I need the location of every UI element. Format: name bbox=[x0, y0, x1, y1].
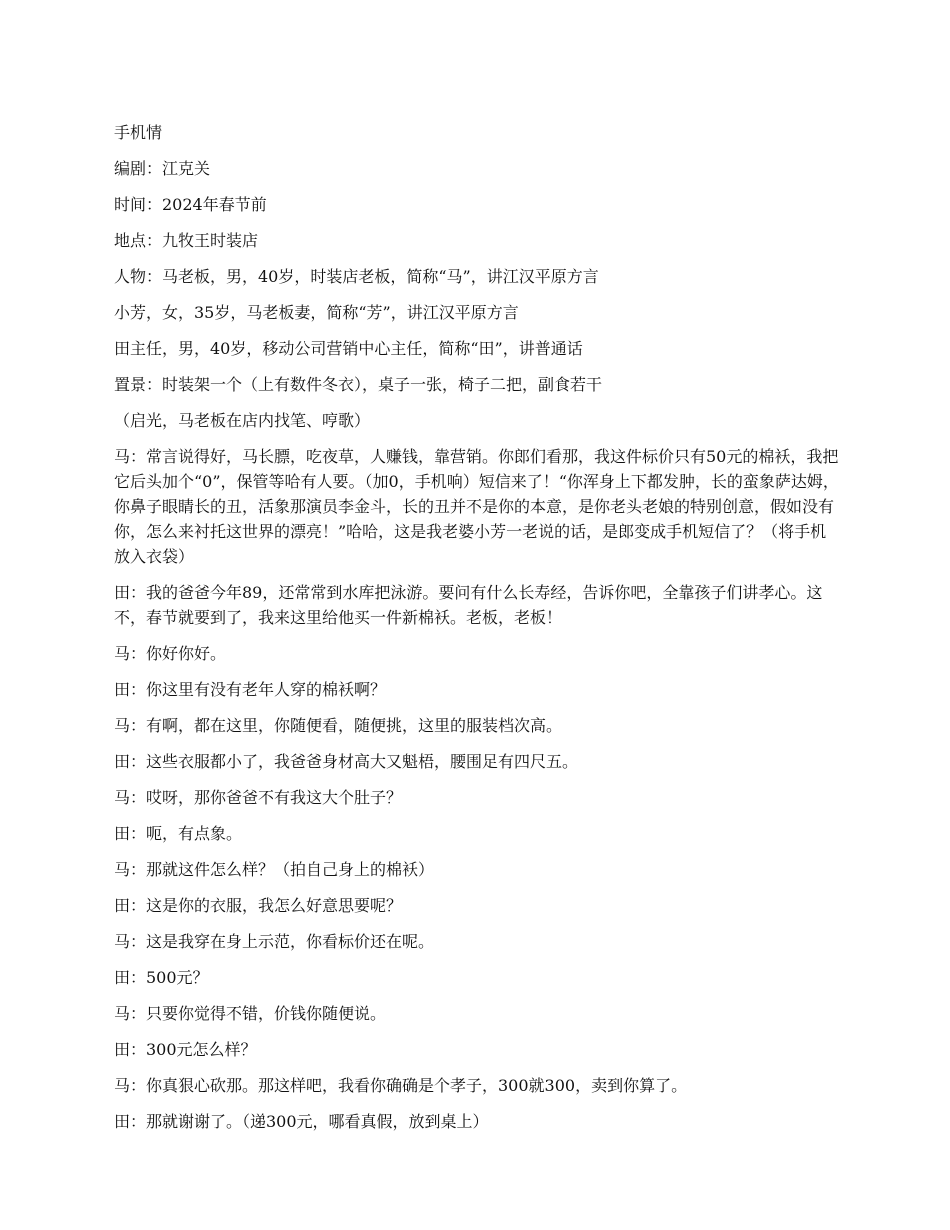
script-page bbox=[114, 120, 842, 1145]
dialogue-line: 田：500元？ bbox=[114, 968, 209, 987]
dialogue-line: 马：这是我穿在身上示范，你看标价还在呢。 bbox=[114, 932, 435, 951]
dialogue-line: 田：这是你的衣服，我怎么好意思要呢？ bbox=[114, 896, 403, 915]
stage-direction: （启光，马老板在店内找笔、哼歌） bbox=[114, 411, 371, 430]
dialogue-line: 田：那就谢谢了。（递300元，哪看真假，放到桌上） bbox=[114, 1112, 489, 1131]
dialogue-line: 马：那就这件怎么样？（拍自己身上的棉袄） bbox=[114, 860, 435, 879]
playwright-line: 编剧：江克关 bbox=[114, 159, 211, 178]
dialogue-line: 马：哎呀，那你爸爸不有我这大个肚子？ bbox=[114, 788, 403, 807]
dialogue-line: 田：你这里有没有老年人穿的棉袄啊？ bbox=[114, 680, 387, 699]
character-ma-line: 人物：马老板，男，40岁，时装店老板，简称“马”，讲江汉平原方言 bbox=[114, 267, 599, 286]
time-line: 时间：2024年春节前 bbox=[114, 195, 267, 214]
dialogue-line: 马：你真狠心砍那。那这样吧，我看你确确是个孝子，300就300，卖到你算了。 bbox=[114, 1076, 688, 1095]
dialogue-line: 马：只要你觉得不错，价钱你随便说。 bbox=[114, 1004, 387, 1023]
character-tian-line: 田主任，男，40岁，移动公司营销中心主任，简称“田”，讲普通话 bbox=[114, 339, 583, 358]
character-fang-line: 小芳，女，35岁，马老板妻，简称“芳”，讲江汉平原方言 bbox=[114, 303, 519, 322]
set-line: 置景：时装架一个（上有数件冬衣），桌子一张，椅子二把，副食若干 bbox=[114, 375, 603, 394]
script-title: 手机情 bbox=[114, 123, 163, 142]
location-line: 地点：九牧王时装店 bbox=[114, 231, 259, 250]
dialogue-line: 马：你好你好。 bbox=[114, 644, 227, 663]
dialogue-line: 田：呃，有点象。 bbox=[114, 824, 243, 843]
dialogue-line: 田：300元怎么样？ bbox=[114, 1040, 257, 1059]
dialogue-line: 马：有啊，都在这里，你随便看，随便挑，这里的服装档次高。 bbox=[114, 716, 563, 735]
dialogue-line: 田：我的爸爸今年89，还常常到水库把泳游。要问有什么长寿经，告诉你吧，全靠孩子们讲孝心。这不，春节就要到了，我来这里给他买一件新棉袄。老板，老板！ bbox=[114, 583, 823, 627]
dialogue-line: 马：常言说得好，马长膘，吃夜草，人赚钱，靠营销。你郎们看那，我这件标价只有50元的棉袄，我把它后头加个“0”，保管等哈有人要。（加0，手机响）短信来了！“你浑身上下都发肿，长的蛮象萨达姆，你鼻子眼睛长的丑，活象那演员李金斗，长的丑并不是你的本意，是你老头老娘的特别创意，假如没有你，怎么来衬托这世界的漂亮！”哈哈，这是我老婆小芳一老说的话，是郎变成手机短信了？（将手机放入衣袋） bbox=[114, 447, 839, 566]
dialogue-line: 田：这些衣服都小了，我爸爸身材高大又魁梧，腰围足有四尺五。 bbox=[114, 752, 579, 771]
